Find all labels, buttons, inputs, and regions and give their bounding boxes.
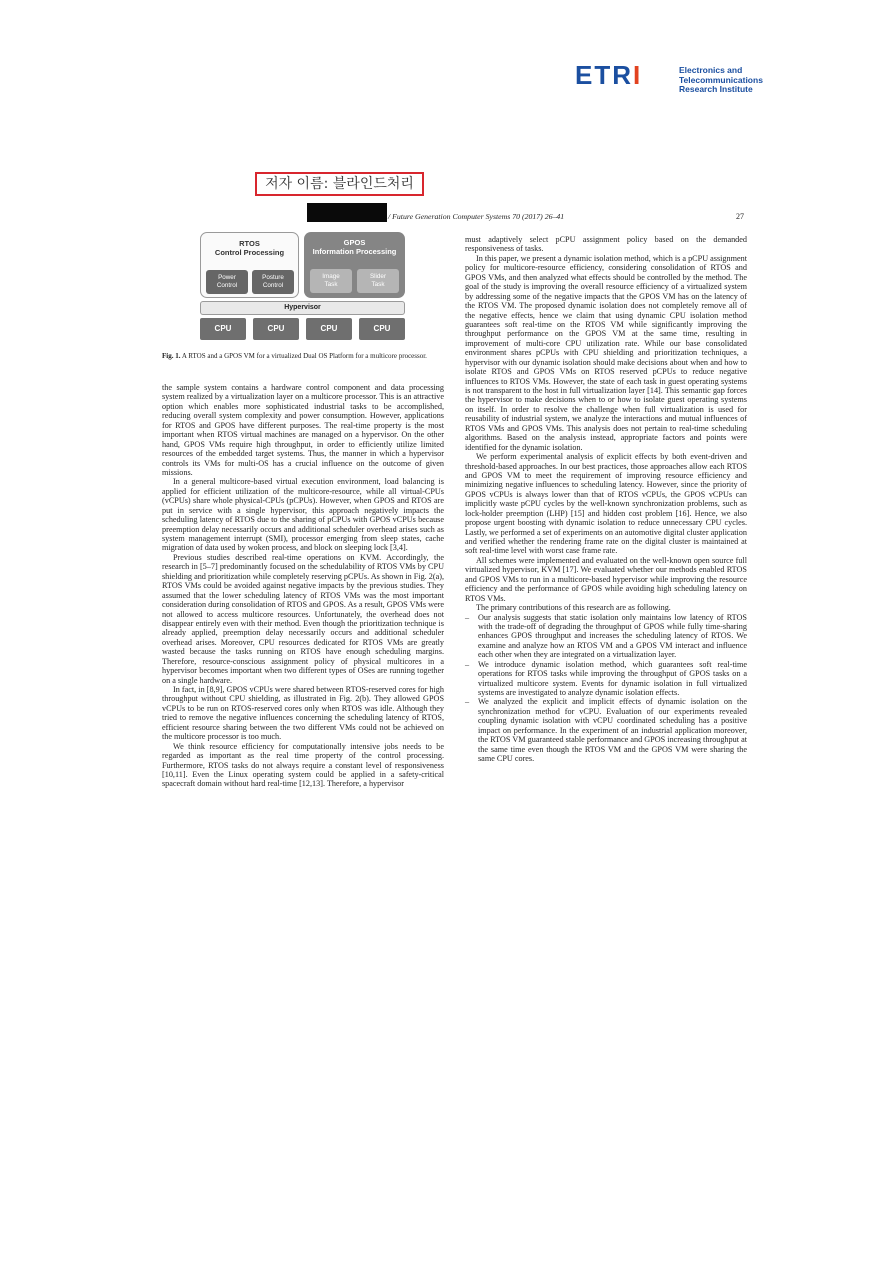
right-column (465, 235, 747, 764)
paragraph: must adaptively select pCPU assignment policy based on the demanded responsiveness of tasks. (465, 235, 747, 254)
list-item: – Our analysis suggests that static isolation only maintains low latency of RTOS with the trade-off of degrading the throughput of GPOS while fully time-sharing enhances GPOS throughput and increases the scheduling latency of RTOS. We examine and analyze how an RTOS VM and a GPOS VM interact and influence each other when they are integrated on a virtualization layer. (465, 613, 747, 660)
cpu-block: CPU (359, 318, 405, 340)
cpu-block: CPU (253, 318, 299, 340)
gpos-task-slider: Slider Task (357, 269, 399, 293)
figure-1 (200, 232, 405, 342)
paragraph: Previous studies described real-time operations on KVM. Accordingly, the research in [5–7] predominantly focused on the schedulability of RTOS VMs by CPU shielding and prioritization while completely reserving pCPUs. As shown in Fig. 2(a), RTOS VMs could be avoided against negative impacts by the previous studies. They assumed that the lower scheduling latency of RTOS VMs was the most important consideration during consolidation of RTOS and GPOS. As a result, GPOS VMs were not allowed to access multicore resources. Unfortunately, the overhead does not disappear entirely even with their method. Even though the prioritization technique is already applied, preemption delay necessarily occurs and additional scheduler overhead arises. Moreover, CPU resources dedicated for RTOS VMs are greatly wasted because the tasks running on RTOS have enough scheduling margins. Therefore, resource-conscious assignment policy of physical multicores in a hypervisor becomes important when two different types of OSes are running together on a single hardware. (162, 552, 444, 685)
list-item: – We analyzed the explicit and implicit effects of dynamic isolation on the synchronization method for vCPU. Evaluation of our experiments revealed coupling dynamic isolation with vCPU coordinated scheduling has a positive impact on performance. In the experiment of an industrial application moreover, the RTOS VM guaranteed stable performance and GPOS increasing throughput at the same time even though the RTOS VM and the GPOS VM were sharing the same CPU cores. (465, 697, 747, 763)
list-item: – We introduce dynamic isolation method, which guarantees soft real-time operations for RTOS tasks while improving the throughput of GPOS tasks on a virtualized multicore system. Events for dynamic isolation in full virtualized systems are investigated to analyze dynamic isolation effects. (465, 660, 747, 698)
gpos-panel (304, 232, 405, 298)
figure-caption: Fig. 1. A RTOS and a GPOS VM for a virtualized Dual OS Platform for a multicore processor. (162, 352, 427, 360)
paragraph: In fact, in [8,9], GPOS vCPUs were shared between RTOS-reserved cores for high throughput without CPU shielding, as illustrated in Fig. 2(b). They allowed GPOS vCPUs to be run on RTOS-reserved cores only when RTOS was idle. Although they tried to remove the negative influences concerning the scheduling latency of RTOS, efficient resource sharing between the two different VMs could not be achieved on the multicore processor is too much. (162, 685, 444, 742)
paragraph: We perform experimental analysis of explicit effects by both event-driven and threshold-based approaches. In our best practices, those approaches allow each RTOS and GPOS VM to meet the requirement of improving resource efficiency and minimizing negative influences to scheduling latency. However, since the priority of GPOS vCPUs is always lower than that of RTOS vCPUs, the GPOS vCPUs can implicitly waste pCPU cycles by the well-known synchronization problems, such as lock-holder preemption (LHP) [15] and hidden cost problem [16]. Hence, we also propose urgent boosting with dynamic isolation to reduce unnecessary CPU cycles. Lastly, we performed a set of experiments on an automotive digital cluster application and verified whether the rendering frame rate on the digital cluster is maintained at soft real-time level with worst case frame rate. (465, 452, 747, 556)
journal-header: / Future Generation Computer Systems 70 (2017) 26–41 (388, 212, 565, 221)
etri-wordmark: ETRI (575, 60, 643, 90)
etri-subtitle-line2: Research Institute (679, 84, 753, 94)
paragraph: All schemes were implemented and evaluated on the well-known open source full virtualized hypervisor, KVM [17]. We evaluated whether our methods enabled RTOS and GPOS VMs to run in a multicore-based hypervisor while improving the resource efficiency and the performance of GPOS while avoiding high scheduling latency on RTOS VMs. (465, 555, 747, 603)
gpos-title: GPOS Information Processing (312, 238, 397, 256)
etri-subtitle (679, 66, 815, 95)
left-column (162, 383, 444, 789)
paragraph: the sample system contains a hardware control component and data processing system realized by a virtualization layer on a multicore processor. This is an attractive option which enables more sophisticated industrial tasks to be accomplished, reducing overall system complexity and power consumption. However, applications for RTOS and GPOS have different purposes. The real-time property is the most important when RTOS virtual machines are managed on a hypervisor. On the other hand, GPOS VMs require high throughput, in order to efficiently utilize limited resources of the embedded target systems. Thus, the manner in which a hypervisor controls its VMs for multi-OS has a crucial influence on the outcome of given missions. (162, 383, 444, 477)
cpu-block: CPU (306, 318, 352, 340)
redaction-bar (307, 203, 387, 222)
rtos-title: RTOS Control Processing (214, 239, 285, 257)
paragraph: We think resource efficiency for computationally intensive jobs needs to be regarded as important as the real time property of the control processing. Furthermore, RTOS tasks do not always require a constant level of responsiveness [10,11]. Even the Linux operating system could be applied in a safety-critical spacecraft domain without hard real-time [12,13]. Therefore, a hypervisor (162, 741, 444, 789)
gpos-task-image: Image Task (310, 269, 352, 293)
hypervisor-bar: Hypervisor (200, 301, 405, 315)
paragraph: The primary contributions of this research are as following. (476, 603, 671, 613)
paragraph: In a general multicore-based virtual execution environment, load balancing is applied for efficient utilization of the multicore-resource, while all virtual-CPUs (vCPUs) share whole physical-CPUs (pCPUs). However, when GPOS and RTOS are put in service with a single hypervisor, this approach negatively impacts the scheduling latency of RTOS due to the sharing of pCPUs with GPOS vCPUs because preemption delay necessarily occurs and additional scheduler overhead arises such as system management interrupt (SMI), processor emerging from sleep states, cache migration of data used by woken process, and block on sleeping lock [3,4]. (162, 477, 444, 553)
cpu-block: CPU (200, 318, 246, 340)
rtos-panel (200, 232, 299, 298)
page-number: 27 (736, 212, 744, 221)
author-name-box: 저자 이름: 블라인드처리 (255, 172, 424, 196)
etri-subtitle-line1: Electronics and Telecommunications (679, 65, 763, 85)
etri-logo (575, 60, 815, 94)
paragraph: In this paper, we present a dynamic isolation method, which is a pCPU assignment policy for multicore-resource efficiency, considering consolidation of RTOS and GPOS VMs, and then analyzed what effects should be controlled by the method. The goal of the study is improving the overall resource efficiency of a virtualized system by addressing some of the negative impacts that the GPOS VM has on the latency of the RTOS VM. The proposed dynamic isolation does not completely remove all of the negative effects, hence we claim that using dynamic CPU isolation method guarantees soft real-time on the RTOS VM while significantly improving the throughput performance on the GPOS VM at the same time, resulting in improvement of multi-core CPU utilization rate. While our base consolidated environment shares pCPUs with CPU shielding and prioritization techniques, a hypervisor with our dynamic isolation should make decisions about when and how to isolate RTOS and GPOS VMs on RTOS reserved pCPUs to reduce negative influences to RTOS VMs. However, the state of each task in guest operating systems is not transparent to the host in full virtualization layer [14]. This semantic gap forces the hypervisor to make decisions when to or how to isolate guest operating systems on itself. In order to resolve the challenge when full virtualization is used for reusability of industrial system, we analyze the interactions and mutual influences of RTOS VMs and GPOS VMs. This analysis does not pertain to real-time scheduling algorithms. Based on the analysis instead, appropriate factors and points were identified for the dynamic isolation. (465, 253, 747, 452)
rtos-task-posture: Posture Control (252, 270, 294, 294)
contributions-list (465, 613, 747, 764)
rtos-task-power: Power Control (206, 270, 248, 294)
